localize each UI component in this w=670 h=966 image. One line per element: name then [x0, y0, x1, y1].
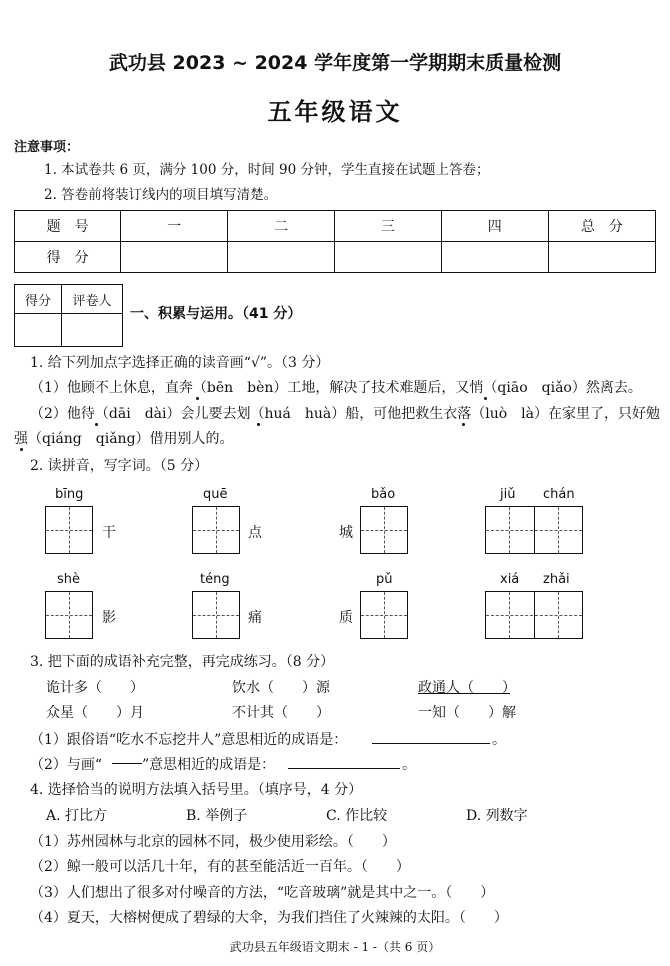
exam-title: 武功县 2023 ~ 2024 学年度第一学期期末质量检测: [108, 52, 562, 74]
grader-name-cell[interactable]: [62, 314, 123, 347]
word-character: 点: [248, 525, 262, 541]
q3-sub-1-end: 。: [492, 732, 506, 748]
emphasis-dot: [95, 423, 98, 426]
emphasis-dot: [196, 397, 199, 400]
word-character: 痛: [248, 610, 262, 626]
pinyin-label: bīng: [55, 487, 84, 502]
word-character: 城: [339, 525, 353, 541]
grader-name-label: 评卷人: [62, 285, 123, 314]
character-writing-box-double[interactable]: [485, 506, 583, 554]
page-footer: 武功县五年级语文期末 - 1 -（共 6 页）: [229, 940, 441, 954]
character-writing-box[interactable]: [360, 591, 408, 639]
score-table: [14, 210, 656, 273]
emphasis-dot: [20, 448, 23, 451]
q4-option: D. 列数字: [466, 808, 528, 824]
q3-sub-1: （1）跟俗语“吃水不忘挖井人”意思相近的成语是：: [30, 732, 348, 748]
exam-subtitle: 五年级语文: [267, 98, 403, 126]
score-input-cell[interactable]: [121, 242, 228, 273]
score-header-cell: 题 号: [15, 211, 121, 242]
pinyin-label: chán: [543, 487, 575, 502]
q3-sub-2-mark: 。: [402, 757, 416, 773]
pinyin-label: téng: [200, 572, 230, 587]
character-writing-box[interactable]: [192, 591, 240, 639]
character-writing-box[interactable]: [192, 506, 240, 554]
emphasis-dot: [462, 423, 465, 426]
notice-item-2: 2. 答卷前将装订线内的项目填写清楚。: [44, 187, 278, 203]
pinyin-label: zhǎi: [543, 572, 570, 587]
score-header-cell: 二: [228, 211, 335, 242]
word-character: 影: [102, 610, 116, 626]
score-input-cell[interactable]: [548, 242, 655, 273]
q3-sub-2-start: （2）与画“: [30, 757, 103, 773]
q2-stem: 2. 读拼音，写字词。（5 分）: [30, 458, 209, 474]
score-table-score-row: [15, 242, 656, 273]
q4-option: A. 打比方: [46, 808, 108, 824]
q4-option: C. 作比较: [326, 808, 388, 824]
q1-line-1: （1）他顾不上休息，直奔（bēn bèn）工地，解决了技术难题后，又悄（qiāo qiǎo）然离去。: [30, 380, 642, 396]
idiom-item: 不计其（ ）: [232, 705, 330, 721]
grader-table: [14, 284, 123, 347]
character-writing-box[interactable]: [45, 591, 93, 639]
score-header-cell: 四: [441, 211, 548, 242]
section1-title: 一、积累与运用。（41 分）: [130, 306, 302, 322]
score-header-cell: 三: [335, 211, 442, 242]
pinyin-label: xiá: [500, 572, 520, 587]
idiom-item: 政通人（ ）: [418, 680, 516, 696]
pinyin-label: pǔ: [376, 572, 393, 587]
notice-heading: 注意事项：: [14, 140, 80, 155]
notice-item-1: 1. 本试卷共 6 页，满分 100 分，时间 90 分钟，学生直接在试题上答卷；: [44, 162, 490, 178]
pinyin-label: jiǔ: [500, 487, 516, 502]
grader-score-label: 得分: [15, 285, 62, 314]
idiom-item: 饮水（ ）源: [232, 680, 330, 696]
idiom-item: 一知（ ）解: [418, 705, 516, 721]
q1-line-3: 强（qiáng qiǎng）借用别人的。: [14, 431, 234, 447]
q4-option: B. 举例子: [186, 808, 248, 824]
character-writing-box-double[interactable]: [485, 591, 583, 639]
score-header-cell: 一: [121, 211, 228, 242]
q4-item: （3）人们想出了很多对付噪音的方法，“吃音玻璃”就是其中之一。（ ）: [30, 885, 495, 901]
underline: [112, 763, 142, 764]
idiom-item: 诡计多（ ）: [46, 680, 144, 696]
score-input-cell[interactable]: [228, 242, 335, 273]
word-character: 干: [102, 525, 116, 541]
q3-sub-2-end: ”意思相近的成语是：: [142, 757, 276, 773]
q1-line-2: （2）他待（dāi dài）会儿要去划（huá huà）船，可他把救生衣落（luò là）在家里了，只好勉: [30, 406, 660, 422]
q1-stem: 1. 给下列加点字选择正确的读音画“√”。（3 分）: [30, 355, 330, 371]
score-input-cell[interactable]: [441, 242, 548, 273]
q4-stem: 4. 选择恰当的说明方法填入括号里。（填序号，4 分）: [30, 782, 363, 798]
q4-item: （1）苏州园林与北京的园林不同，极少使用彩绘。（ ）: [30, 834, 396, 850]
q3-stem: 3. 把下面的成语补充完整，再完成练习。（8 分）: [30, 654, 335, 670]
pinyin-label: bǎo: [371, 487, 396, 502]
score-input-cell[interactable]: [335, 242, 442, 273]
emphasis-dot: [484, 397, 487, 400]
underline: [418, 693, 510, 694]
emphasis-dot: [257, 423, 260, 426]
character-writing-box[interactable]: [360, 506, 408, 554]
answer-blank[interactable]: [372, 743, 490, 744]
word-character: 质: [339, 610, 353, 626]
score-table-header-row: [15, 211, 656, 242]
character-writing-box[interactable]: [45, 506, 93, 554]
answer-blank[interactable]: [288, 768, 400, 769]
idiom-item: 众星（ ）月: [46, 705, 144, 721]
pinyin-label: shè: [57, 572, 81, 587]
pinyin-label: quē: [203, 487, 228, 502]
q4-item: （4）夏天，大榕树便成了碧绿的大伞，为我们挡住了火辣辣的太阳。（ ）: [30, 910, 508, 926]
grader-score-cell[interactable]: [15, 314, 62, 347]
score-row-label: 得 分: [15, 242, 121, 273]
score-header-cell: 总 分: [548, 211, 655, 242]
q4-item: （2）鲸一般可以活几十年，有的甚至能活近一百年。（ ）: [30, 859, 410, 875]
